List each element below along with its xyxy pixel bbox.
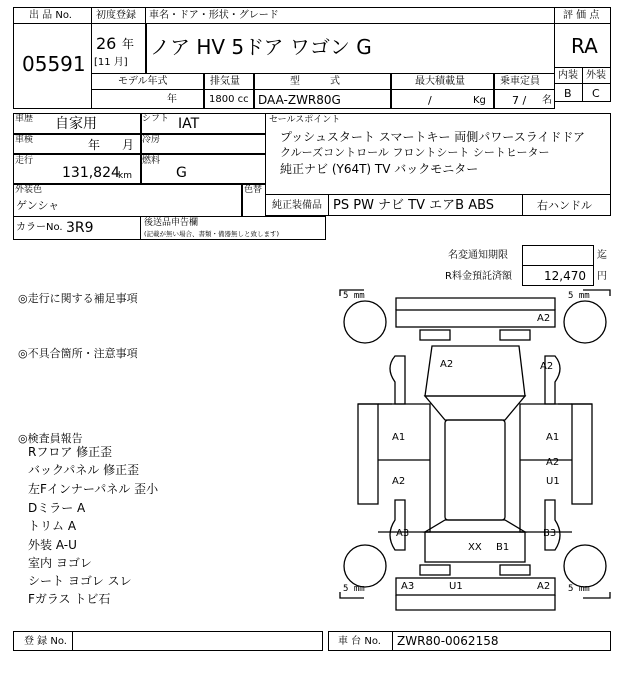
sales-line-1: プッシュスタート スマートキー 両側パワースライドドア [280,130,585,144]
mark-hood: A2 [440,359,454,370]
first-reg-label-cell [91,7,146,24]
color-label: 外装色 [15,185,43,195]
max-load-unit: Kg [473,95,486,106]
divider [390,73,392,109]
front-bumper-top [396,298,555,310]
divider [241,183,243,217]
hood [425,346,525,396]
report-line: 室内 ヨゴレ [28,556,92,570]
sales-line-2: クルーズコントロール フロントシート シートヒーター [280,146,550,159]
report-line: Fガラス トビ石 [28,592,111,606]
report-line: バックパネル 修正歪 [28,463,140,477]
model-type-label: 型 式 [290,76,340,87]
mark-rear-bumper-center: U1 [449,581,463,592]
year-unit: 年 [122,37,135,51]
divider [145,23,147,74]
shift-label: シフト [142,114,170,124]
shift-value: IAT [178,116,200,132]
mileage-label: 走行 [15,156,34,166]
equipment: PS PW ナビ TV エアB ABS [333,198,495,213]
driving-notes-label: ◎走行に関する補足事項 [18,292,138,305]
wheel-front-left [344,301,386,343]
sales-point-box [265,113,611,195]
divider [253,73,255,109]
report-line: Dミラー A [28,501,86,515]
exterior-grade-cell [582,83,611,102]
equipment-label-cell [265,194,329,216]
tire-depth-label: 5 mm [568,584,590,594]
displacement-label: 排気量 [210,76,240,87]
vehicle-label-cell [145,7,555,24]
name-change-unit: 迄 [597,250,607,261]
first-reg-year: 26 [96,34,117,53]
tire-depth-label: 5 mm [568,291,590,301]
lot-no-label: 出 品 No. [29,10,72,21]
steering: 右ハンドル [537,199,592,212]
taillight-left [420,565,450,575]
front-bumper [396,310,555,327]
rating-label-cell [554,7,611,24]
fuel-label: 燃料 [142,156,161,166]
mark-right-fender: A2 [540,361,554,372]
paint-label: 色替 [244,185,263,195]
mark-rear-bumper-right: A2 [537,581,551,592]
vehicle-name: ノア HV 5ドア ワゴン G [150,35,372,59]
capacity-value: 7 / [512,94,527,107]
color-no-label: カラーNo. [16,222,63,233]
divider [203,73,205,109]
color-no-cell [13,216,141,240]
aftermarket-note: (記載が無い場合、書類・備器無しと致します) [144,230,280,238]
name-change-label: 名変通知期限 [448,250,508,261]
name-change-value-cell [522,245,594,266]
report-line: 外装 A-U [28,538,77,552]
interior-label-cell [554,67,583,84]
exterior-grade: C [592,87,600,100]
capacity-label: 乗車定員 [500,76,540,87]
mark-left-rear-door: A2 [392,476,406,487]
mirror-right [572,404,592,504]
first-reg-month: [11 月] [94,57,128,68]
mark-right-rear-door: A2 [546,457,560,468]
chassis-value-cell [392,631,611,651]
inspection-year: 年 [88,138,101,152]
equipment-cell [328,194,523,216]
report-line: 左Fインナーパネル 歪小 [28,482,159,496]
interior-grade: B [564,87,572,100]
rating-cell [554,23,611,68]
wheel-front-right [564,301,606,343]
taillight-right [500,565,530,575]
headlight-right [500,330,530,340]
steering-cell [522,194,611,216]
lot-no-cell [13,23,92,109]
displacement: 1800 cc [209,94,249,105]
divider [493,73,495,109]
model-year-unit: 年 [167,94,177,105]
first-reg-label: 初度登録 [96,10,136,21]
wheel-rear-left [344,545,386,587]
history-label: 車歴 [15,114,34,124]
mark-right-front-door: A1 [546,432,560,443]
headlight-left [420,330,450,340]
divider [13,183,266,185]
equipment-label: 純正装備品 [272,200,322,211]
mark-front-bumper: A2 [537,313,551,324]
recycle-label: R料金預託済額 [445,271,512,282]
recycle-value-cell [522,265,594,286]
chassis-label-cell [328,631,393,651]
recycle-value: 12,470 [544,269,586,283]
max-load-value: / [428,94,432,107]
quarter-left [390,500,405,550]
capacity-unit: 名 [542,95,552,106]
rating-value: RA [571,34,598,58]
max-load-label: 最大積載量 [415,76,465,87]
interior-label: 内装 [558,70,578,81]
reg-no-label: 登 録 No. [24,636,67,647]
chassis-no: ZWR80-0062158 [397,634,499,648]
color-no: 3R9 [66,220,94,236]
interior-grade-cell [554,83,583,102]
color-value: ゲンシャ [16,199,60,212]
mark-left-quarter: A3 [396,528,410,539]
tire-depth-label: 5 mm [343,584,365,594]
mark-right-rear-door-u: U1 [546,476,560,487]
aftermarket-label: 後送品申告欄 [144,218,199,228]
mark-left-front-door: A1 [392,432,406,443]
lot-no-label-cell [13,7,92,24]
reg-no-label-cell [13,631,73,651]
inspection-month: 月 [122,138,135,152]
aftermarket-cell [140,216,326,240]
wheel-rear-right [564,545,606,587]
rear-bumper-bottom [396,595,555,610]
side-right [520,404,572,532]
defects-label: ◎不具合箇所・注意事項 [18,347,138,360]
fender-left [390,356,405,404]
rear-glass [425,520,525,532]
mirror-left [358,404,378,504]
vehicle-label: 車名・ドア・形状・グレード [149,10,279,21]
recycle-unit: 円 [597,271,607,282]
mark-rear-bumper-left: A3 [401,581,415,592]
fuel-value: G [176,165,187,181]
lot-no: 05591 [22,52,86,76]
rating-label: 評 価 点 [563,10,600,21]
model-year-label: モデル年式 [118,76,168,87]
chassis-label: 車 台 No. [338,636,381,647]
reg-no-value-cell [72,631,323,651]
report-line: シート ヨゴレ スレ [28,574,132,588]
mark-right-quarter: B3 [543,528,557,539]
exterior-label: 外装 [586,70,606,81]
sales-point-label: セールスポイント [269,115,341,125]
tire-depth-label: 5 mm [343,291,365,301]
history-value: 自家用 [55,116,97,132]
mileage-unit: km [118,171,132,181]
side-left [378,404,430,532]
mileage-value: 131,824 [62,165,120,181]
inspector-report-label: ◎検査員報告 [18,432,83,445]
inspection-label: 車検 [15,135,34,145]
model-type: DAA-ZWR80G [258,93,341,107]
mark-rear-b1: B1 [496,542,510,553]
report-line: トリム A [28,519,77,533]
exterior-label-cell [582,67,611,84]
quarter-right [545,500,560,550]
mark-rear-xx: XX [468,542,482,553]
roof [445,420,505,520]
report-line: Rフロア 修正歪 [28,445,113,459]
ac-label: 冷房 [142,135,161,145]
windshield [425,396,525,420]
rear-bumper [396,578,555,595]
sales-line-3: 純正ナビ (Y64T) TV バックモニター [280,162,479,176]
